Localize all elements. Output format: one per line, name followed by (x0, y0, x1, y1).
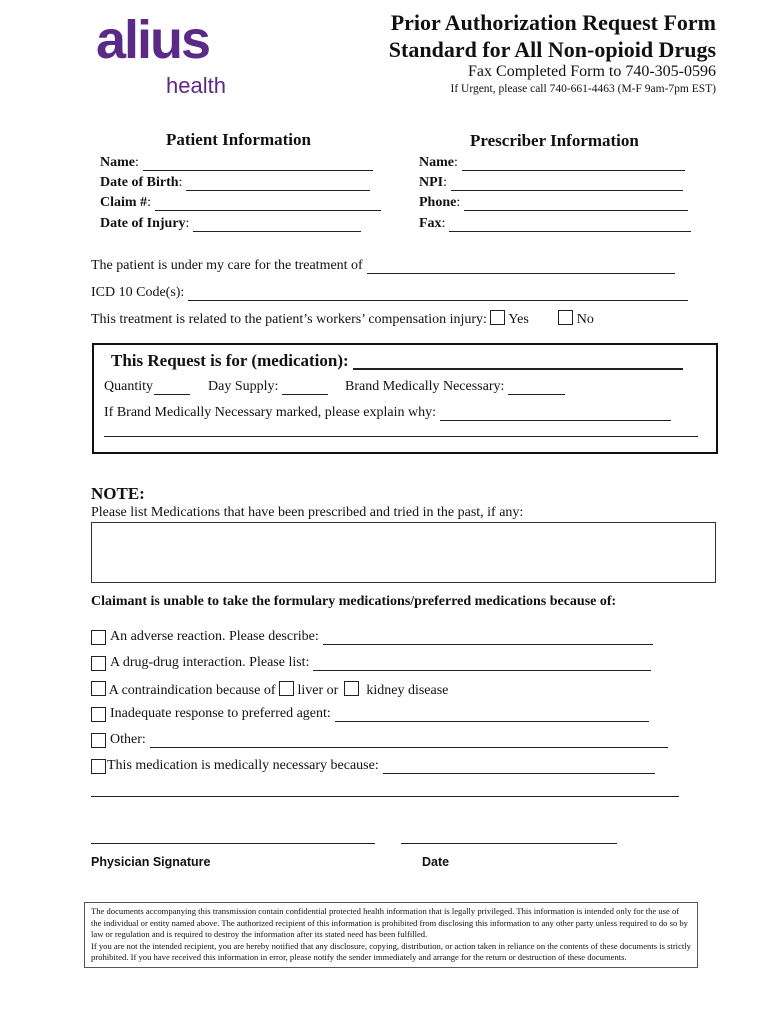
icd10-field[interactable] (91, 285, 688, 301)
medication-field[interactable] (111, 351, 683, 370)
medically-necessary-row (91, 758, 655, 774)
date-line[interactable] (401, 842, 617, 844)
prescriber-phone-label: Phone (419, 195, 457, 210)
fax-instruction: Fax Completed Form to 740-305-0596 (468, 63, 716, 80)
prescriber-npi-line[interactable] (451, 178, 683, 191)
drug-interaction-row (91, 655, 651, 671)
note-instruction: Please list Medications that have been prescribed and tried in the past, if any: (91, 505, 524, 520)
other-line[interactable] (150, 735, 668, 748)
prescriber-phone-field[interactable]: Phone : (419, 195, 688, 211)
wc-related-row (91, 310, 594, 328)
date-of-injury-line[interactable] (193, 219, 361, 232)
date-of-injury-field[interactable]: Date of Injury : (100, 216, 361, 232)
patient-name-field[interactable]: Name : (100, 155, 373, 171)
logo-word: alius (96, 10, 210, 70)
liver-label: liver or (297, 683, 339, 698)
brand-explain-line-2[interactable] (104, 435, 698, 437)
day-supply-line[interactable] (282, 382, 328, 395)
disclaimer-paragraph-2: If you are not the intended recipient, you are hereby notified that any disclosure, copying, distribution, or action taken in reliance on the contents of these documents is strictly prohibited. If you have received this information in error, please notify the sender immediately and arrange for the return or destruction of these documents. (91, 940, 691, 962)
form-title (389, 9, 716, 63)
prescriber-info-heading: Prescriber Information (470, 131, 639, 150)
urgent-instruction: If Urgent, please call 740-661-4463 (M-F 9am-7pm EST) (450, 83, 716, 95)
adverse-reaction-label: An adverse reaction. Please describe: (110, 629, 319, 644)
claim-number-line[interactable] (155, 198, 381, 211)
prescriber-fax-label: Fax (419, 216, 442, 231)
patient-name-label: Name (100, 155, 135, 170)
physician-signature-label: Physician Signature (91, 855, 211, 869)
icd10-line[interactable] (188, 288, 688, 301)
medically-necessary-checkbox[interactable] (91, 759, 106, 774)
brand-explain-label: If Brand Medically Necessary marked, please explain why: (104, 405, 436, 420)
brand-necessary-label: Brand Medically Necessary: (345, 379, 505, 394)
wc-related-label: This treatment is related to the patient’s workers’ compensation injury: (91, 312, 487, 327)
medically-necessary-line-2[interactable] (91, 795, 679, 797)
treatment-line[interactable] (367, 261, 675, 274)
patient-name-line[interactable] (143, 158, 373, 171)
note-heading: NOTE: (91, 484, 145, 503)
medication-label: This Request is for (medication): (111, 351, 349, 370)
quantity-field[interactable] (104, 379, 190, 395)
date-label: Date (422, 855, 450, 869)
prescriber-fax-line[interactable] (449, 219, 691, 232)
prescriber-npi-field[interactable]: NPI : (419, 175, 683, 191)
day-supply-field[interactable] (208, 379, 328, 395)
medically-necessary-label: This medication is medically necessary because: (107, 758, 379, 773)
treatment-field[interactable] (91, 258, 675, 274)
no-checkbox[interactable] (558, 310, 573, 325)
claim-number-label: Claim # (100, 195, 148, 210)
prescriber-npi-label: NPI (419, 175, 444, 190)
other-checkbox[interactable] (91, 733, 106, 748)
medication-line[interactable] (353, 354, 683, 370)
alius-health-logo (96, 10, 236, 100)
contraindication-label: A contraindication because of (108, 683, 276, 698)
quantity-line[interactable] (154, 382, 190, 395)
prescriber-fax-field[interactable]: Fax : (419, 216, 691, 232)
form-title-line1: Prior Authorization Request Form (390, 10, 716, 35)
contraindication-row (91, 681, 448, 699)
patient-dob-field[interactable]: Date of Birth : (100, 175, 370, 191)
quantity-label: Quantity (104, 379, 153, 394)
kidney-checkbox[interactable] (344, 681, 359, 696)
claimant-heading: Claimant is unable to take the formulary medications/preferred medications because of: (91, 594, 617, 609)
day-supply-label: Day Supply: (208, 379, 279, 394)
confidentiality-disclaimer (84, 902, 698, 968)
inadequate-response-row (91, 706, 649, 722)
prescriber-name-field[interactable]: Name : (419, 155, 685, 171)
claim-number-field[interactable]: Claim # : (100, 195, 381, 211)
yes-checkbox[interactable] (490, 310, 505, 325)
prior-medications-box[interactable] (91, 522, 716, 583)
other-row (91, 732, 668, 748)
prescriber-name-label: Name (419, 155, 454, 170)
icd10-label: ICD 10 Code(s): (91, 285, 185, 300)
adverse-reaction-line[interactable] (323, 632, 653, 645)
liver-checkbox[interactable] (279, 681, 294, 696)
disclaimer-paragraph-1: The documents accompanying this transmission contain confidential protected health information that is legally privileged. This information is intended only for the use of the individual or entity named above. The authorized recipient of this information is prohibited from disclosing this information to any other party unless required to do so by law or regulation and is required to destroy the information after its stated need has been fulfilled. (91, 906, 688, 939)
contraindication-checkbox[interactable] (91, 681, 106, 696)
kidney-label: kidney disease (366, 683, 449, 698)
brand-necessary-field[interactable] (345, 379, 565, 395)
form-title-line2: Standard for All Non-opioid Drugs (388, 37, 716, 62)
patient-dob-label: Date of Birth (100, 175, 179, 190)
logo-subtitle: health (166, 73, 226, 98)
brand-explain-line[interactable] (440, 408, 671, 421)
drug-interaction-checkbox[interactable] (91, 656, 106, 671)
adverse-reaction-checkbox[interactable] (91, 630, 106, 645)
brand-necessary-line[interactable] (508, 382, 565, 395)
patient-info-heading: Patient Information (166, 130, 311, 149)
patient-dob-line[interactable] (186, 178, 370, 191)
inadequate-response-checkbox[interactable] (91, 707, 106, 722)
brand-explain-field[interactable] (104, 405, 671, 421)
medically-necessary-line[interactable] (383, 761, 655, 774)
date-of-injury-label: Date of Injury (100, 216, 186, 231)
adverse-reaction-row (91, 629, 653, 645)
other-label: Other: (110, 732, 146, 747)
treatment-label: The patient is under my care for the treatment of (91, 258, 363, 273)
drug-interaction-line[interactable] (313, 658, 651, 671)
inadequate-response-line[interactable] (335, 709, 649, 722)
inadequate-response-label: Inadequate response to preferred agent: (110, 706, 331, 721)
drug-interaction-label: A drug-drug interaction. Please list: (110, 655, 310, 670)
physician-signature-line[interactable] (91, 842, 375, 844)
no-label: No (576, 312, 594, 327)
prescriber-phone-line[interactable] (464, 198, 688, 211)
yes-label: Yes (508, 312, 529, 327)
prescriber-name-line[interactable] (462, 158, 685, 171)
